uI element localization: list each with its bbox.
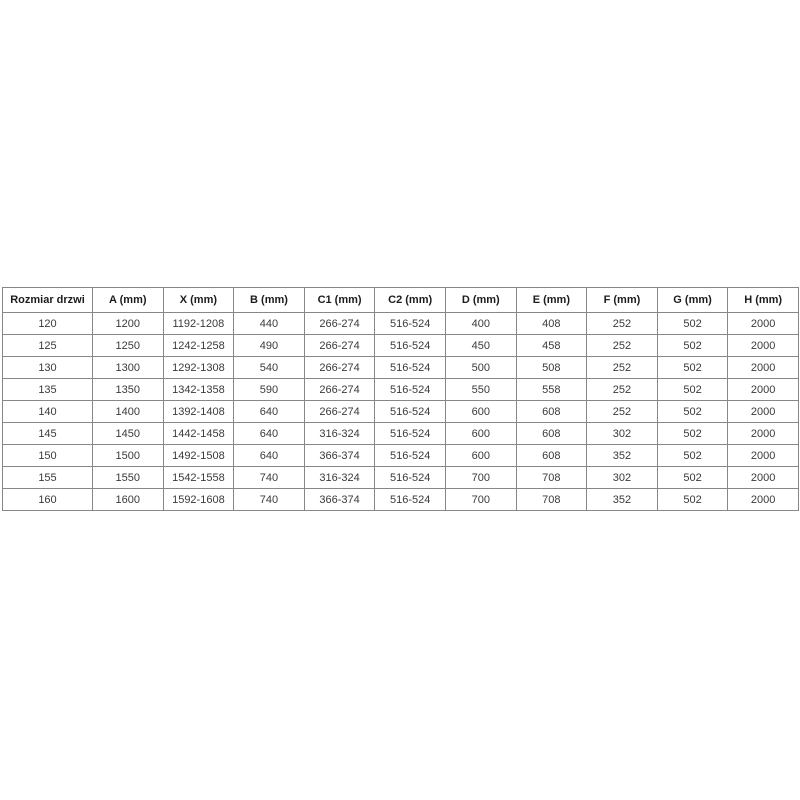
table-cell: 1400 <box>93 401 164 423</box>
table-cell: 302 <box>587 423 658 445</box>
column-header: Rozmiar drzwi <box>3 288 93 313</box>
table-cell: 1550 <box>93 467 164 489</box>
table-cell: 120 <box>3 313 93 335</box>
table-row <box>3 357 799 379</box>
table-cell: 700 <box>445 467 516 489</box>
table-cell: 708 <box>516 489 587 511</box>
table-cell: 1242-1258 <box>163 335 234 357</box>
table-cell: 252 <box>587 313 658 335</box>
table-cell: 1200 <box>93 313 164 335</box>
table-cell: 600 <box>445 423 516 445</box>
table-cell: 700 <box>445 489 516 511</box>
table-cell: 1300 <box>93 357 164 379</box>
table-cell: 502 <box>657 489 728 511</box>
table-cell: 366-374 <box>304 489 375 511</box>
dimensions-table <box>2 287 799 511</box>
table-cell: 490 <box>234 335 305 357</box>
table-cell: 2000 <box>728 401 799 423</box>
table-cell: 266-274 <box>304 313 375 335</box>
table-cell: 140 <box>3 401 93 423</box>
table-cell: 516-524 <box>375 467 446 489</box>
table-cell: 508 <box>516 357 587 379</box>
table-cell: 352 <box>587 489 658 511</box>
column-header: F (mm) <box>587 288 658 313</box>
table-cell: 266-274 <box>304 401 375 423</box>
table-cell: 516-524 <box>375 401 446 423</box>
table-cell: 266-274 <box>304 379 375 401</box>
dimensions-table-container <box>2 287 798 511</box>
table-cell: 2000 <box>728 379 799 401</box>
table-row <box>3 423 799 445</box>
column-header: D (mm) <box>445 288 516 313</box>
table-cell: 502 <box>657 313 728 335</box>
table-cell: 135 <box>3 379 93 401</box>
table-cell: 1600 <box>93 489 164 511</box>
column-header: C2 (mm) <box>375 288 446 313</box>
table-cell: 450 <box>445 335 516 357</box>
table-cell: 458 <box>516 335 587 357</box>
table-cell: 740 <box>234 489 305 511</box>
table-cell: 1542-1558 <box>163 467 234 489</box>
table-cell: 1292-1308 <box>163 357 234 379</box>
table-cell: 1500 <box>93 445 164 467</box>
table-cell: 1192-1208 <box>163 313 234 335</box>
table-cell: 2000 <box>728 445 799 467</box>
table-cell: 145 <box>3 423 93 445</box>
table-cell: 558 <box>516 379 587 401</box>
table-cell: 1492-1508 <box>163 445 234 467</box>
table-cell: 740 <box>234 467 305 489</box>
table-body <box>3 313 799 511</box>
table-cell: 266-274 <box>304 357 375 379</box>
table-cell: 640 <box>234 423 305 445</box>
table-cell: 352 <box>587 445 658 467</box>
table-cell: 500 <box>445 357 516 379</box>
table-cell: 1592-1608 <box>163 489 234 511</box>
table-cell: 502 <box>657 379 728 401</box>
table-cell: 1392-1408 <box>163 401 234 423</box>
table-cell: 590 <box>234 379 305 401</box>
table-cell: 502 <box>657 401 728 423</box>
table-cell: 608 <box>516 423 587 445</box>
table-cell: 266-274 <box>304 335 375 357</box>
column-header: E (mm) <box>516 288 587 313</box>
table-row <box>3 379 799 401</box>
table-cell: 502 <box>657 357 728 379</box>
table-cell: 502 <box>657 335 728 357</box>
table-cell: 516-524 <box>375 489 446 511</box>
table-cell: 252 <box>587 379 658 401</box>
column-header: G (mm) <box>657 288 728 313</box>
table-cell: 252 <box>587 401 658 423</box>
table-cell: 708 <box>516 467 587 489</box>
table-cell: 550 <box>445 379 516 401</box>
table-cell: 516-524 <box>375 423 446 445</box>
table-cell: 640 <box>234 401 305 423</box>
table-cell: 400 <box>445 313 516 335</box>
table-cell: 502 <box>657 467 728 489</box>
table-cell: 440 <box>234 313 305 335</box>
table-cell: 608 <box>516 401 587 423</box>
table-cell: 252 <box>587 357 658 379</box>
table-cell: 125 <box>3 335 93 357</box>
table-row <box>3 489 799 511</box>
table-row <box>3 445 799 467</box>
table-header-row <box>3 288 799 313</box>
table-cell: 316-324 <box>304 423 375 445</box>
table-row <box>3 313 799 335</box>
table-cell: 150 <box>3 445 93 467</box>
table-cell: 516-524 <box>375 357 446 379</box>
table-row <box>3 335 799 357</box>
table-cell: 516-524 <box>375 379 446 401</box>
column-header: A (mm) <box>93 288 164 313</box>
table-cell: 1442-1458 <box>163 423 234 445</box>
column-header: X (mm) <box>163 288 234 313</box>
table-cell: 640 <box>234 445 305 467</box>
table-cell: 2000 <box>728 357 799 379</box>
table-cell: 1350 <box>93 379 164 401</box>
table-cell: 1250 <box>93 335 164 357</box>
column-header: C1 (mm) <box>304 288 375 313</box>
table-cell: 316-324 <box>304 467 375 489</box>
table-cell: 1450 <box>93 423 164 445</box>
table-cell: 2000 <box>728 313 799 335</box>
table-cell: 2000 <box>728 423 799 445</box>
table-row <box>3 467 799 489</box>
table-cell: 608 <box>516 445 587 467</box>
table-cell: 600 <box>445 445 516 467</box>
table-cell: 366-374 <box>304 445 375 467</box>
table-cell: 516-524 <box>375 335 446 357</box>
table-cell: 160 <box>3 489 93 511</box>
table-cell: 2000 <box>728 467 799 489</box>
table-cell: 600 <box>445 401 516 423</box>
table-cell: 302 <box>587 467 658 489</box>
column-header: B (mm) <box>234 288 305 313</box>
column-header: H (mm) <box>728 288 799 313</box>
table-cell: 2000 <box>728 489 799 511</box>
table-cell: 130 <box>3 357 93 379</box>
table-row <box>3 401 799 423</box>
table-cell: 502 <box>657 423 728 445</box>
table-cell: 502 <box>657 445 728 467</box>
table-cell: 540 <box>234 357 305 379</box>
table-cell: 2000 <box>728 335 799 357</box>
table-cell: 155 <box>3 467 93 489</box>
table-cell: 252 <box>587 335 658 357</box>
table-cell: 408 <box>516 313 587 335</box>
table-cell: 1342-1358 <box>163 379 234 401</box>
table-cell: 516-524 <box>375 313 446 335</box>
table-cell: 516-524 <box>375 445 446 467</box>
